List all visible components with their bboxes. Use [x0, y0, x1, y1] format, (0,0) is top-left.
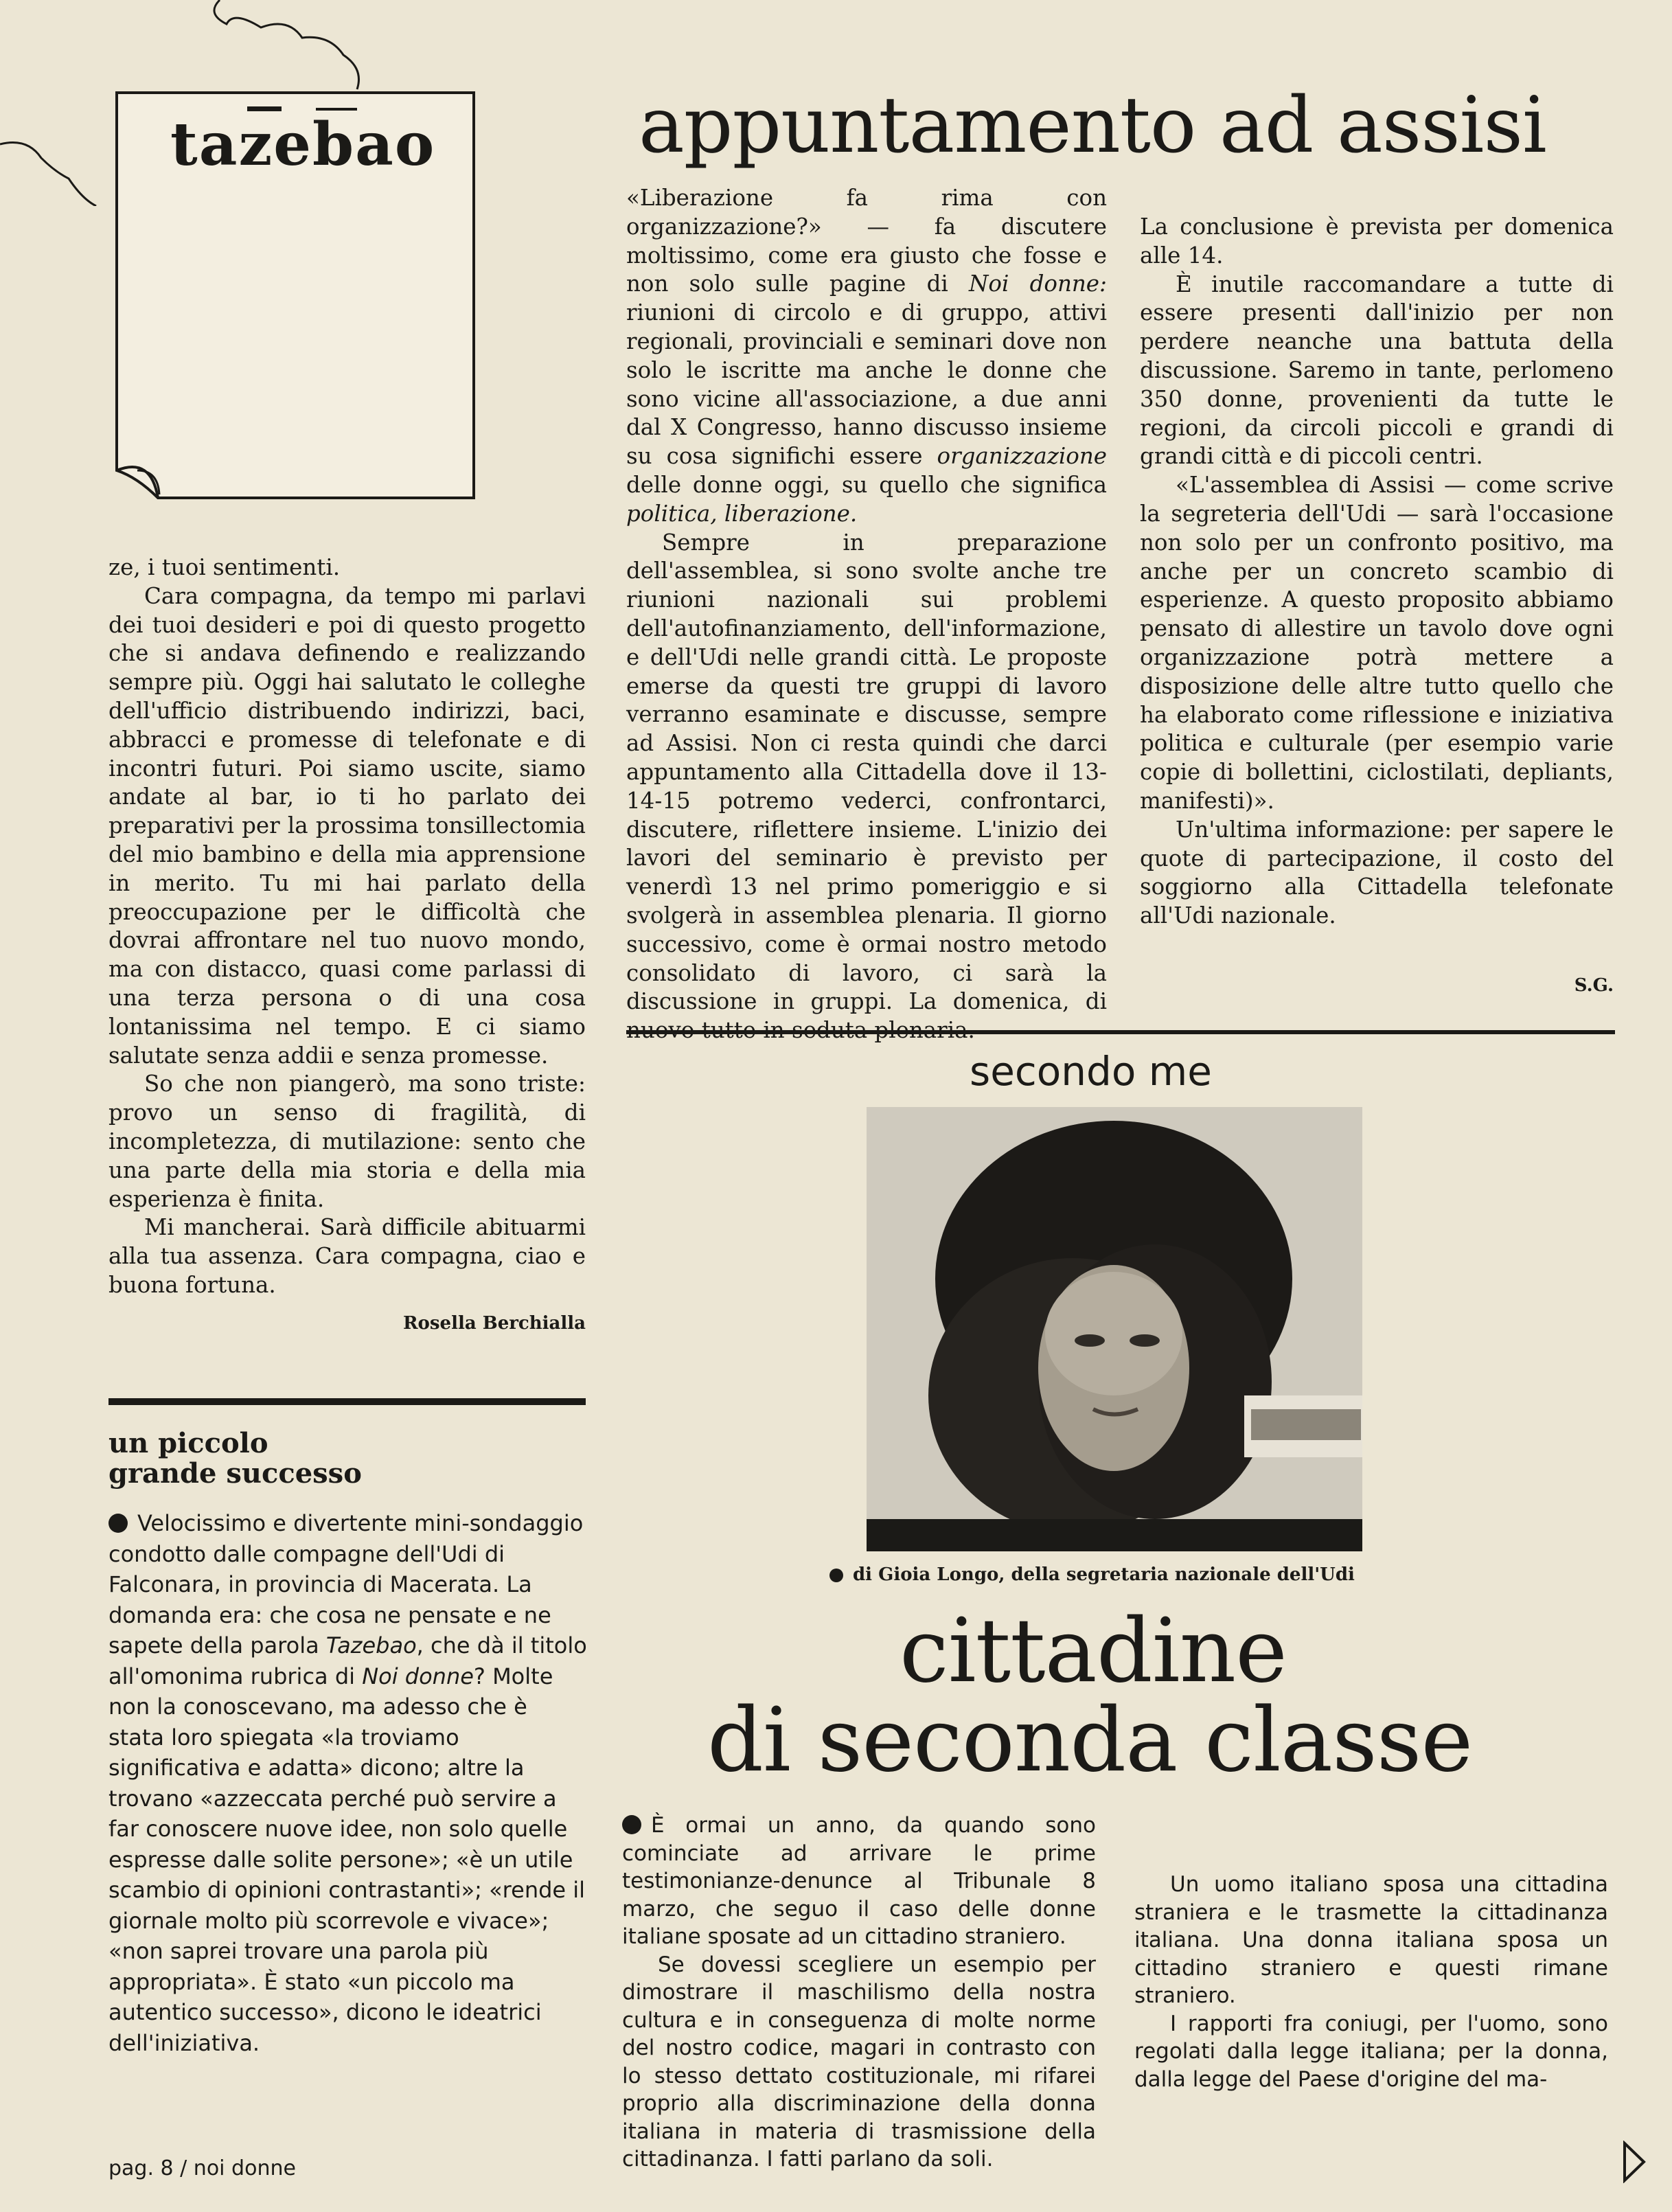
- secondo-kicker: secondo me: [970, 1048, 1212, 1095]
- left-paragraph: Mi mancherai. Sarà difficile abituarmi alla tua assenza. Cara compagna, ciao e buona fortuna.: [108, 1214, 586, 1298]
- left-column: [108, 554, 586, 1338]
- assisi-column-1: [626, 184, 1107, 1045]
- bullet-icon: [622, 1815, 641, 1834]
- left-paragraph: ze, i tuoi sentimenti.: [108, 554, 341, 580]
- page-footer: pag. 8 / noi donne: [108, 2156, 296, 2180]
- secondo-column-2: [1134, 1871, 1608, 2093]
- portrait-image: [867, 1107, 1362, 1551]
- article-paragraph: È inutile raccomandare a tutte di essere presenti dall'inizio per non perdere neanche una battuta della discussione. Saremo in tante, perlomeno 350 donne, provenienti da tutte le regioni, da circoli piccoli e grandi di grandi città e di piccoli centri.: [1140, 271, 1614, 470]
- portrait-photo: [867, 1107, 1362, 1551]
- assisi-divider: [626, 1030, 1615, 1034]
- article-paragraph: È ormai un anno, da quando sono cominciate ad arrivare le prime testimonianze-denunce al Tribunale 8 marzo, che seguo il caso delle donne italiane sposate ad un cittadino straniero.: [622, 1813, 1096, 1949]
- assisi-signature: S.G.: [1574, 975, 1614, 996]
- piccolo-text: Velocissimo e divertente mini-sondaggio condotto dalle compagne dell'Udi di Falconara, in provincia di Macerata. La domanda era: che cosa ne pensate e ne sapete della parola Tazebao, che dà il titolo all'omonima rubrica di Noi donne? Molte non la conoscevano, ma adesso che è stata loro spiegata «la troviamo significativa e adatta» dicono; altre la trovano «azzeccata perché può servire a far conoscere nuove idee, non solo quelle espresse dalle solite persone»; «è un utile scambio di opinioni contrastanti»; «rende il giornale molto più scorrevole e vivace»; «non saprei trovare una parola più appropriata». È stato «un piccolo ma autentico successo», dicono le ideatrici dell'iniziativa.: [108, 1510, 587, 2056]
- assisi-column-2: [1140, 213, 1614, 931]
- article-paragraph: I rapporti fra coniugi, per l'uomo, sono regolati dalla legge italiana; per la donna, dalla legge del Paese d'origine del ma-: [1134, 2011, 1608, 2092]
- article-paragraph: Se dovessi scegliere un esempio per dimostrare il maschilismo della nostra cultura e in conseguenza di molte norme del nostro codice, magari in contrasto con lo stesso dettato costituzionale, mi rifarei proprio alla discriminazione della donna italiana in materia di trasmissione della cittadinanza. I fatti parlano da soli.: [622, 1952, 1096, 2171]
- left-divider: [108, 1398, 586, 1405]
- assisi-title: appuntamento ad assisi: [639, 81, 1546, 170]
- article-paragraph: «Liberazione fa rima con organizzazione?» — fa discutere moltissimo, come era giusto che fosse e non solo sulle pagine di Noi donne: riunioni di circolo e di gruppo, attivi regionali, provinciali e seminari dove non solo le iscritte ma anche le donne che sono vicine all'associazione, a due anni dal X Congresso, hanno discusso insieme su cosa significhi essere organizzazione delle donne oggi, su quello che significa politica, liberazione.: [626, 185, 1107, 527]
- photo-caption: [829, 1564, 1355, 1585]
- left-paragraph: Cara compagna, da tempo mi parlavi dei tuoi desideri e poi di questo progetto che si andava definendo e realizzando sempre più. Oggi hai salutato le colleghe dell'ufficio distribuendo indirizzi, baci, abbracci e promesse di telefonate e di incontri futuri. Poi siamo uscite, siamo andate al bar, io ti ho parlato dei preparativi per la prossima tonsillectomia del mio bambino e della mia apprensione in merito. Tu mi hai parlato della preoccupazione per le difficoltà che dovrai affrontare nel tuo nuovo mondo, ma con distacco, quasi come parlassi di una terza persona o di una cosa lontanissima nel tempo. E ci siamo salutate senza addii e senza promesse.: [108, 582, 586, 1069]
- left-paragraph: So che non piangerò, ma sono triste: provo un senso di fragilità, di incompletezza, di mutilazione: sento che una parte della mia storia e della mia esperienza è finita.: [108, 1071, 586, 1212]
- piccolo-title-line2: grande successo: [108, 1457, 362, 1490]
- continue-arrow-icon: [1622, 2141, 1647, 2183]
- left-signature: Rosella Berchialla: [402, 1312, 586, 1334]
- tazebao-logo: tazebao: [170, 110, 436, 179]
- bullet-icon: [108, 1514, 128, 1533]
- article-paragraph: Un'ultima informazione: per sapere le quote di partecipazione, il costo del soggiorno alla Cittadella telefonate all'Udi nazionale.: [1140, 816, 1614, 929]
- article-paragraph: Un uomo italiano sposa una cittadina straniera e le trasmette la cittadinanza italiana. Una donna italiana sposa un cittadino straniero e questi rimane straniero.: [1134, 1872, 1608, 2008]
- secondo-column-1: [622, 1812, 1096, 2174]
- article-paragraph: «L'assemblea di Assisi — come scrive la segreteria dell'Udi — sarà l'occasione non solo per un confronto positivo, ma anche per un concreto scambio di esperienze. A questo proposito abbiamo pensato di allestire un tavolo dove ogni organizzazione potrà mettere a disposizione delle altre tutto quello che ha elaborato come riflessione e iniziativa politica e culturale (per esempio varie copie di bollettini, ciclostilati, depliants, manifesti)».: [1140, 472, 1614, 814]
- piccolo-title: [108, 1428, 362, 1489]
- secondo-title-line1: cittadine: [900, 1600, 1287, 1702]
- piccolo-body: [108, 1508, 589, 2058]
- secondo-title-line2: di seconda classe: [707, 1689, 1473, 1792]
- cloud-doodle-icon: [0, 0, 385, 206]
- photo-caption-text: di Gioia Longo, della segretaria nazionale dell'Udi: [853, 1564, 1355, 1585]
- piccolo-title-line1: un piccolo: [108, 1427, 268, 1459]
- bullet-icon: [829, 1569, 843, 1582]
- article-paragraph: La conclusione è prevista per domenica alle 14.: [1140, 214, 1614, 269]
- article-paragraph: Sempre in preparazione dell'assemblea, si sono svolte anche tre riunioni nazionali sui problemi dell'autofinanziamento, dell'informazione, e dell'Udi nelle grandi città. Le proposte emerse da questi tre gruppi di lavoro verranno esaminate e discusse, sempre ad Assisi. Non ci resta quindi che darci appuntamento alla Cittadella dove il 13-14-15 potremo vederci, confrontarci, discutere, riflettere insieme. L'inizio dei lavori del seminario è previsto per venerdì 13 nel primo pomeriggio e si svolgerà in assemblea plenaria. Il giorno successivo, come è ormai nostro metodo consolidato di lavoro, ci sarà la discussione in gruppi. La domenica, di: [626, 529, 1107, 1015]
